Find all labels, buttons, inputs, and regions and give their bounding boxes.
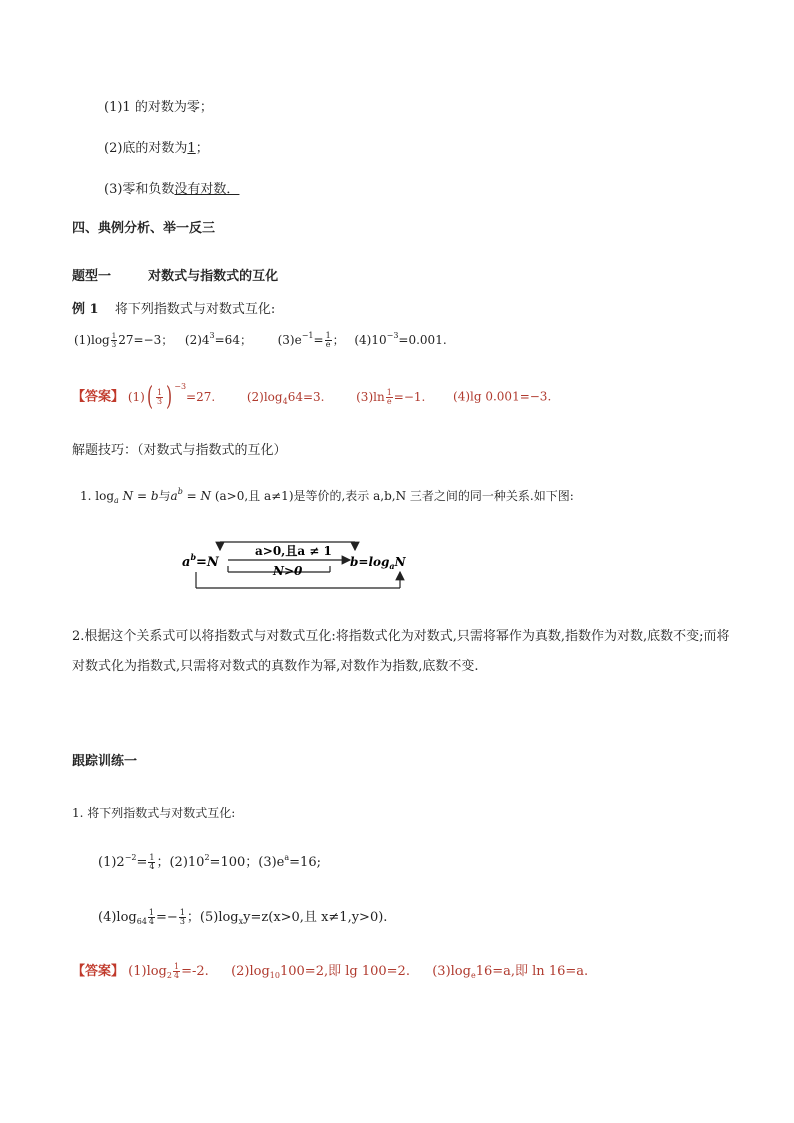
ex1-item-3-exp: −1	[301, 331, 314, 340]
relation-diagram	[180, 528, 420, 594]
answer-1-item-4: (4)lg 0.001=−3.	[453, 389, 552, 404]
section-heading: 四、典例分析、举一反三	[72, 221, 216, 236]
frac-num: 1	[148, 908, 155, 917]
answer-1-item-2-rest: 64=3.	[287, 389, 325, 404]
ex1-item-3-eq: =	[313, 333, 324, 347]
frac-den: 3	[111, 341, 117, 349]
practice-row-2-b: ；(5)log	[186, 910, 239, 925]
answer-1-frac	[156, 389, 163, 406]
practice-row-2-a-eq: =−	[156, 910, 178, 925]
practice-row-2-frac-2	[179, 909, 186, 926]
answer-tag: 【答案】	[72, 389, 125, 405]
property-2	[104, 137, 209, 156]
ex1-item-2-rest: =64；	[214, 333, 252, 347]
answer-2-item-1-rest: =-2.	[181, 964, 209, 979]
ex1-item-3-frac	[325, 332, 332, 349]
ex1-item-2-exp: 3	[209, 331, 215, 340]
frac-num: 1	[386, 387, 392, 397]
property-2-suffix: ；	[195, 141, 209, 156]
answer-1-item-2-log: (2)log	[246, 389, 283, 404]
ex1-item-1-base	[111, 332, 117, 349]
ex1-item-4	[354, 333, 446, 347]
ex1-item-3-base: (3)e	[277, 333, 302, 347]
practice-row-2-b-base: x	[238, 917, 244, 926]
frac-den: e	[325, 340, 331, 349]
frac-num: 1	[173, 962, 180, 971]
practice-row-1	[98, 851, 321, 871]
tip-1-equation: N = b	[122, 489, 159, 503]
example-1	[72, 298, 275, 317]
ex1-item-3: $(3)e^{-1}=$ $\frac{1}{e}$ ；	[277, 331, 345, 349]
frac-num: 1	[149, 853, 155, 862]
ex1-item-2-base: (2)4	[184, 333, 210, 347]
answer-2-item-2-log: (2)log	[231, 964, 270, 979]
answer-2-item-3	[432, 964, 588, 979]
ex1-item-1-rest: 27=−3；	[118, 333, 174, 347]
tip-1	[80, 487, 574, 504]
diagram-top-label: a>0,且a ≠ 1	[255, 544, 332, 558]
tip-1-a: a	[170, 489, 178, 503]
frac-den: 3	[157, 396, 163, 406]
answer-2-item-1-log: (1)log	[128, 964, 167, 979]
paren-right: )	[166, 382, 173, 412]
property-2-prefix: (2)底的对数为	[104, 141, 188, 156]
practice-row-2-b-rest: y=z(x>0,且 x≠1,y>0).	[243, 910, 388, 925]
answer-1-item-2	[247, 390, 325, 404]
type-one-label: 题型一	[72, 269, 112, 284]
frac-den: e	[386, 396, 392, 406]
tip-1-and: 与	[158, 489, 171, 503]
practice-row-2	[98, 906, 387, 926]
ex1-item-4-rest: =0.001.	[398, 333, 447, 347]
frac-den: 3	[179, 917, 185, 926]
frac-den: 4	[149, 862, 155, 871]
practice-row-1-c-exp: a	[284, 853, 290, 862]
answer-2-item-1	[128, 964, 209, 979]
answer-1	[72, 381, 552, 412]
answer-2-item-3-log: (3)log	[432, 964, 471, 979]
property-1: (1)1 的对数为零；	[104, 100, 213, 115]
answer-2-item-2-base: 10	[269, 971, 280, 980]
frac-den: 4	[173, 971, 180, 980]
type-one-title: 对数式与指数式的互化	[148, 269, 279, 284]
practice-row-2-a: (4)log	[98, 910, 137, 925]
practice-q1: 1. 将下列指数式与对数式互化:	[72, 806, 236, 820]
answer-2-item-3-rest: 16=a,即 ln 16=a.	[475, 964, 589, 979]
example-1-items	[74, 331, 447, 349]
tip-1-log-base: a	[114, 496, 119, 505]
answer-2-item-2-rest: 100=2,即 lg 100=2.	[279, 964, 410, 979]
answer-1-item-3-frac	[386, 389, 393, 406]
practice-row-1-a: (1)2	[98, 855, 125, 870]
answer-2-item-3-base: e	[470, 971, 476, 980]
frac-num: 1	[111, 332, 117, 340]
tips-title: 解题技巧：（对数式与指数式的互化）	[72, 443, 287, 458]
practice-row-1-a-eq: =	[136, 855, 148, 870]
paren-left: (	[146, 382, 153, 412]
answer-2-tag: 【答案】	[72, 964, 125, 979]
property-3-underlined: 没有对数．	[174, 182, 240, 197]
frac-den: 4	[148, 917, 155, 926]
answer-1-item-1-label: (1)	[127, 389, 145, 404]
tip-1-num: 1.	[80, 489, 92, 503]
practice-row-1-a-exp: −2	[124, 853, 137, 862]
example-1-label: 例 1	[72, 302, 99, 317]
ex1-item-1-log: (1)log	[74, 333, 110, 347]
diagram-left-label: $a^b=N$	[182, 552, 219, 570]
answer-2-item-2	[231, 964, 410, 979]
answer-2	[72, 960, 588, 980]
property-2-value: 1	[187, 141, 196, 156]
frac-num: 1	[325, 331, 331, 340]
property-3	[104, 178, 239, 197]
ex1-item-4-exp: −3	[386, 331, 399, 340]
type-one-heading	[72, 265, 278, 284]
frac-num: 1	[179, 908, 185, 917]
answer-1-item-1	[127, 381, 216, 412]
answer-1-item-3-rest: =−1.	[393, 389, 426, 404]
ex1-item-4-base: (4)10	[354, 333, 387, 347]
practice-row-2-frac-1	[148, 909, 155, 926]
ex1-item-2	[185, 333, 252, 347]
frac-num: 1	[157, 387, 163, 397]
answer-1-item-1-exp: −3	[174, 381, 187, 391]
practice-heading: 跟踪训练一	[72, 754, 138, 769]
property-3-prefix: (3)零和负数	[104, 182, 175, 197]
ex1-item-1	[74, 333, 177, 347]
answer-2-item-1-base: 2	[166, 971, 172, 980]
answer-2-item-1-frac	[173, 963, 180, 980]
tip-1-log: log	[95, 489, 115, 503]
diagram-right-label: $b=\log_aN$	[350, 555, 406, 571]
answer-1-item-3-ln: (3)ln	[356, 389, 385, 404]
practice-row-2-a-base: 64	[136, 917, 147, 926]
practice-row-1-b-rest: =100；(3)e	[209, 855, 285, 870]
practice-row-1-b-exp: 2	[204, 853, 210, 862]
practice-row-1-frac	[148, 854, 155, 871]
answer-1-item-1-rest: =27.	[186, 389, 216, 404]
tip-1-exp: b	[177, 487, 183, 496]
tip-1-rest: (a>0,且 a≠1)是等价的,表示 a,b,N 三者之间的同一种关系.如下图:	[211, 489, 574, 503]
diagram-mid-label: N>0	[273, 564, 303, 578]
practice-row-1-c-rest: =16;	[289, 855, 321, 870]
answer-1-item-3	[356, 387, 426, 406]
practice-row-1-b: ；(2)10	[156, 855, 205, 870]
answer-1-item-2-base: 4	[282, 396, 288, 406]
example-1-text: 将下列指数式与对数式互化:	[114, 302, 276, 317]
tip-2: 2.根据这个关系式可以将指数式与对数式互化:将指数式化为对数式,只需将幂作为真数,指数作为对数,底数不变;而将对数式化为指数式,只需将对数式的真数作为幂,对数作为指数,底数不变.	[72, 629, 730, 674]
tip-1-eqN: = N	[182, 489, 211, 503]
